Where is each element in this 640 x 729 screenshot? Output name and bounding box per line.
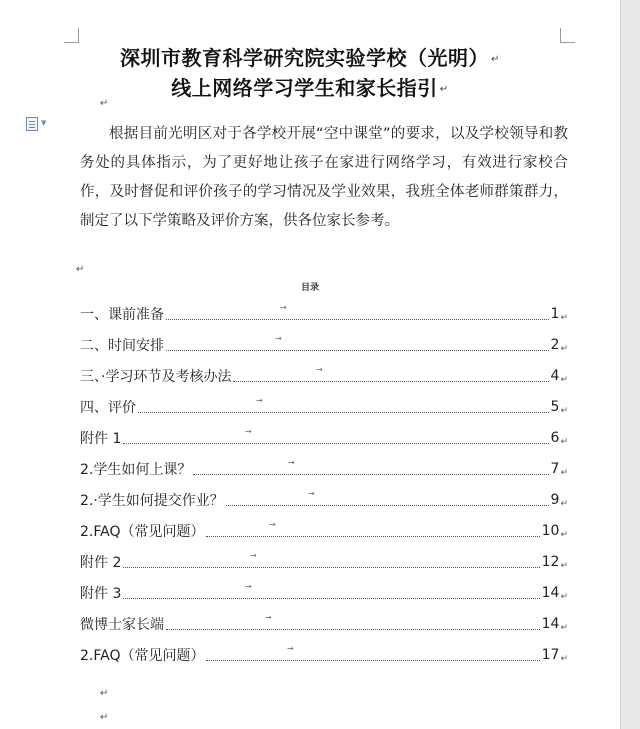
toc-entry-page: 5: [550, 398, 560, 415]
toc-entry-page: 7: [550, 460, 560, 477]
toc-leader-dots: [206, 659, 539, 661]
toc-leader-dots: [226, 504, 549, 506]
paragraph-mark: ↵: [560, 561, 568, 571]
title-line-1-text: 深圳市教育科学研究院实验学校（光明）: [120, 46, 490, 70]
toc-entry[interactable]: [80, 577, 568, 608]
paragraph-mark: ↵: [560, 623, 568, 633]
toc-entry-label: 2.FAQ（常见问题）: [80, 523, 205, 540]
empty-paragraph-mark: ↵: [100, 712, 109, 723]
crop-mark-top-right: [560, 28, 575, 43]
toc-entry-page: 10: [541, 522, 560, 539]
empty-paragraph-mark: ↵: [100, 688, 109, 699]
toc-leader-dots: [233, 380, 548, 382]
toc-entry-page: 17: [541, 646, 560, 663]
paragraph-mark: ↵: [560, 344, 568, 354]
tab-mark-icon: →: [280, 303, 287, 312]
paragraph-mark: ↵: [560, 468, 568, 478]
toc-entry[interactable]: [80, 391, 568, 422]
crop-mark-top-left: [64, 28, 79, 43]
toc-entry-label: 附件 1: [80, 430, 122, 447]
empty-paragraph-mark: ↵: [76, 264, 85, 275]
tab-mark-icon: →: [275, 334, 282, 343]
toc-entry-page: 14: [541, 615, 560, 632]
toc-entry-label: 四、评价: [80, 399, 136, 416]
toc-entry-page: 1: [550, 305, 560, 322]
paragraph-mark: ↵: [560, 406, 568, 416]
paragraph-mark: ↵: [560, 592, 568, 602]
tab-mark-icon: →: [316, 365, 323, 374]
toc-leader-dots: [193, 473, 548, 475]
paragraph-mark: ↵: [560, 654, 568, 664]
toc-leader-dots: [123, 442, 548, 444]
toc-entry-label: 微博士家长端: [80, 616, 164, 633]
document-title-line-2: [0, 72, 620, 101]
tab-mark-icon: →: [269, 520, 276, 529]
chevron-down-icon[interactable]: ▼: [41, 119, 47, 127]
toc-leader-dots: [123, 597, 539, 599]
toc-entry-label: 2.学生如何上课？: [80, 461, 192, 478]
toc-leader-dots: [166, 318, 549, 320]
paragraph-mark: ↵: [560, 313, 568, 323]
tab-mark-icon: →: [256, 396, 263, 405]
paragraph-mark: ↵: [560, 437, 568, 447]
toc-entry-page: 12: [541, 553, 560, 570]
tab-mark-icon: →: [265, 613, 272, 622]
toc-leader-dots: [166, 628, 540, 630]
tab-mark-icon: →: [308, 489, 315, 498]
paragraph-mark: ↵: [560, 375, 568, 385]
tab-mark-icon: →: [287, 644, 294, 653]
toc-entry-page: 4: [550, 367, 560, 384]
toc-leader-dots: [166, 349, 549, 351]
toc-entry[interactable]: [80, 484, 568, 515]
toc-entry-page: 14: [541, 584, 560, 601]
toc-entry[interactable]: [80, 453, 568, 484]
toc-entry-page: 9: [550, 491, 560, 508]
toc-entry[interactable]: [80, 515, 568, 546]
toc-entry[interactable]: [80, 639, 568, 670]
toc-leader-dots: [138, 411, 549, 413]
toc-entry[interactable]: [80, 546, 568, 577]
toc-entry-label: 2.·学生如何提交作业？: [80, 492, 224, 509]
toc-entry-label: 三、·学习环节及考核办法: [80, 368, 232, 385]
toc-leader-dots: [206, 535, 539, 537]
toc-leader-dots: [123, 566, 539, 568]
paragraph-mark: ↵: [439, 84, 449, 95]
tab-mark-icon: →: [250, 551, 257, 560]
paragraph-format-icon[interactable]: [26, 117, 38, 131]
tab-mark-icon: →: [245, 582, 252, 591]
title-line-2-text: 线上网络学习学生和家长指引: [171, 76, 438, 100]
toc-entry-label: 2.FAQ（常见问题）: [80, 647, 205, 664]
intro-paragraph: 根据目前光明区对于各学校开展“空中课堂”的要求，以及学校领导和教务处的具体指示，为了更好地让孩子在家进行网络学习，有效进行家校合作，及时督促和评价孩子的学习情况及学业效果，我班全体老师群策群力，制定了以下学策略及评价方案，供各位家长参考。: [80, 126, 568, 229]
paragraph-mark: ↵: [560, 499, 568, 509]
empty-paragraph-mark: ↵: [100, 98, 109, 109]
toc-entry[interactable]: [80, 329, 568, 360]
toc-entry-label: 附件 2: [80, 554, 122, 571]
toc-entry-label: 二、时间安排: [80, 337, 164, 354]
document-title-line-1: [0, 42, 620, 71]
toc-entry-page: 2: [550, 336, 560, 353]
toc-title: 目录: [300, 283, 319, 293]
toc-entry-page: 6: [550, 429, 560, 446]
paragraph-mark: ↵: [491, 54, 500, 65]
paragraph-mark: ↵: [560, 530, 568, 540]
toc-entry[interactable]: [80, 298, 568, 329]
toc-entry-label: 一、课前准备: [80, 306, 164, 323]
tab-mark-icon: →: [288, 458, 295, 467]
toc-entry[interactable]: [80, 422, 568, 453]
tab-mark-icon: →: [245, 427, 252, 436]
table-of-contents: [80, 298, 568, 670]
toc-entry-label: 附件 3: [80, 585, 122, 602]
toc-entry[interactable]: [80, 360, 568, 391]
toc-entry[interactable]: [80, 608, 568, 639]
